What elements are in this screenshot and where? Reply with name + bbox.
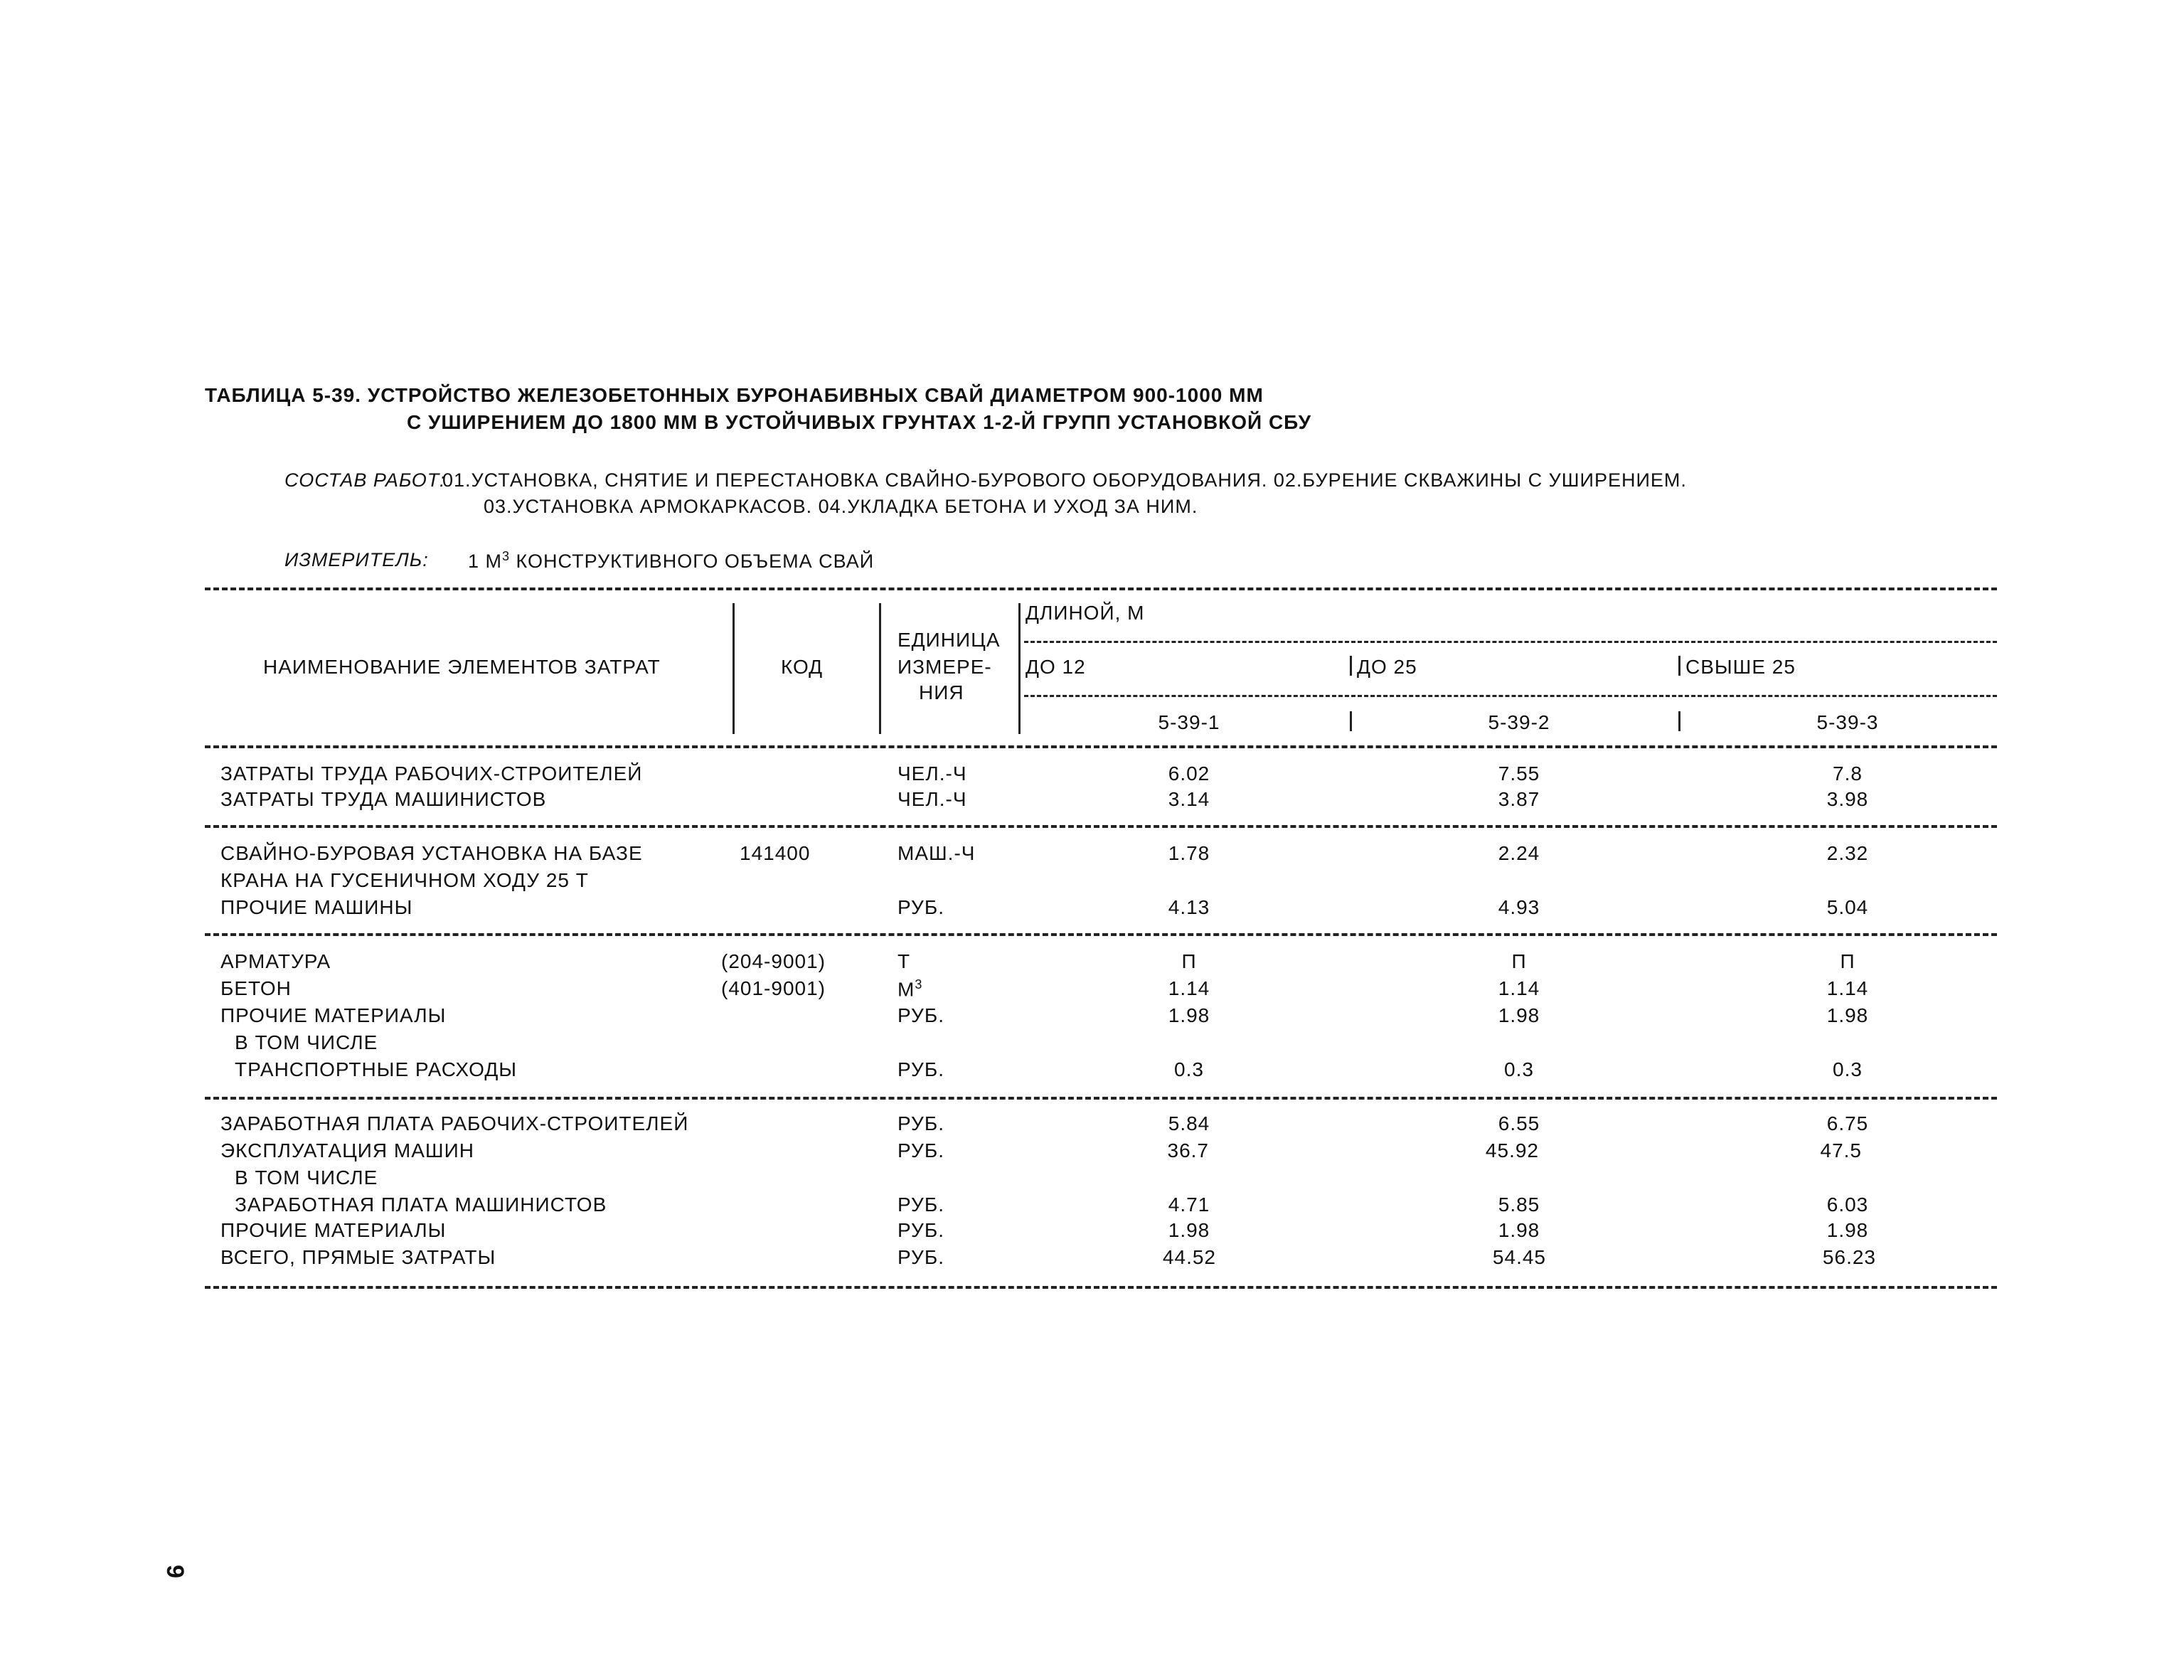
row-value-2: 3.87 (1498, 788, 1540, 810)
rule-top (205, 588, 1997, 590)
rule-2 (205, 933, 1997, 936)
row-unit: Т (897, 950, 911, 972)
row-value-1: 44.52 (1162, 1246, 1216, 1268)
row-value-2: 5.85 (1498, 1193, 1540, 1216)
header-unit-2: ИЗМЕРЕ- (897, 656, 992, 678)
header-group-1: ДО 12 (1026, 656, 1086, 678)
table-title-line2: С УШИРЕНИЕМ ДО 1800 ММ В УСТОЙЧИВЫХ ГРУНТАХ 1-2-Й ГРУПП УСТАНОВКОЙ СБУ (407, 411, 1312, 433)
header-name: НАИМЕНОВАНИЕ ЭЛЕМЕНТОВ ЗАТРАТ (263, 656, 661, 678)
row-value-1: 1.78 (1168, 842, 1210, 864)
row-value-3: 2.32 (1826, 842, 1869, 864)
rule-groups (1024, 695, 1997, 697)
row-unit: РУБ. (897, 896, 945, 918)
vbar-code-left (733, 603, 735, 734)
row-unit: РУБ. (897, 1139, 945, 1161)
row-unit: РУБ. (897, 1004, 945, 1026)
page-number: 9 (161, 1565, 188, 1578)
row-value-2: 45.92 (1485, 1139, 1539, 1161)
row-name: ПРОЧИЕ МАШИНЫ (220, 896, 413, 918)
row-value-2: 6.55 (1498, 1112, 1540, 1134)
row-value-3: 6.03 (1826, 1193, 1869, 1216)
row-value-3: 56.23 (1822, 1246, 1876, 1268)
row-value-2: 1.98 (1498, 1219, 1540, 1241)
row-subheading: В ТОМ ЧИСЛЕ (235, 1166, 378, 1189)
vbar-g3 (1678, 656, 1680, 676)
header-unit-1: ЕДИНИЦА (897, 629, 1001, 651)
row-value-3: П (1840, 950, 1855, 972)
row-value-2: 1.98 (1498, 1004, 1540, 1026)
row-value-3: 7.8 (1833, 762, 1863, 785)
row-code: (204-9001) (721, 950, 826, 972)
row-value-1: 1.98 (1168, 1219, 1210, 1241)
rule-length (1024, 641, 1997, 643)
row-name: ПРОЧИЕ МАТЕРИАЛЫ (220, 1004, 447, 1026)
row-value-1: 5.84 (1168, 1112, 1210, 1134)
work-label: СОСТАВ РАБОТ: (284, 469, 446, 491)
row-value-1: 3.14 (1168, 788, 1210, 810)
rule-header-bottom (205, 745, 1997, 748)
row-name: БЕТОН (220, 977, 292, 999)
vbar-c3 (1678, 711, 1680, 731)
row-name: ЭКСПЛУАТАЦИЯ МАШИН (220, 1139, 474, 1161)
row-value-1: 4.13 (1168, 896, 1210, 918)
row-value-3: 1.98 (1826, 1004, 1869, 1026)
row-unit: РУБ. (897, 1219, 945, 1241)
meter-pre: 1 М (468, 551, 503, 572)
row-value-1: 36.7 (1167, 1139, 1209, 1161)
row-unit-sup: 3 (915, 977, 923, 991)
row-unit-base: М (897, 978, 915, 1001)
row-value-1: 1.14 (1168, 977, 1210, 999)
meter-post: КОНСТРУКТИВНОГО ОБЪЕМА СВАЙ (516, 551, 875, 572)
row-value-3: 5.04 (1826, 896, 1869, 918)
header-code: КОД (781, 656, 824, 678)
row-value-2: 7.55 (1498, 762, 1540, 785)
row-value-1: 1.98 (1168, 1004, 1210, 1026)
row-name: ПРОЧИЕ МАТЕРИАЛЫ (220, 1219, 447, 1241)
vbar-unit-left (879, 603, 881, 734)
work-line1: 01.УСТАНОВКА, СНЯТИЕ И ПЕРЕСТАНОВКА СВАЙНО-БУРОВОГО ОБОРУДОВАНИЯ. 02.БУРЕНИЕ СКВАЖИНЫ С УШИРЕНИЕМ. (442, 469, 1687, 491)
header-length: ДЛИНОЙ, М (1026, 602, 1145, 624)
row-value-1: 6.02 (1168, 762, 1210, 785)
row-name: ЗАТРАТЫ ТРУДА РАБОЧИХ-СТРОИТЕЛЕЙ (220, 762, 643, 785)
header-unit-3: НИЯ (919, 681, 964, 703)
row-value-2: 54.45 (1492, 1246, 1546, 1268)
row-value-2: П (1511, 950, 1527, 972)
header-col-2: 5-39-2 (1488, 711, 1550, 733)
header-group-3: СВЫШЕ 25 (1685, 656, 1796, 678)
row-value-2: 4.93 (1498, 896, 1540, 918)
row-value-3: 6.75 (1826, 1112, 1869, 1134)
header-col-1: 5-39-1 (1158, 711, 1220, 733)
row-name: АРМАТУРА (220, 950, 331, 972)
rule-3 (205, 1097, 1997, 1100)
row-name: СВАЙНО-БУРОВАЯ УСТАНОВКА НА БАЗЕ (220, 842, 643, 864)
row-code: 141400 (740, 842, 811, 864)
row-name: ЗАРАБОТНАЯ ПЛАТА МАШИНИСТОВ (235, 1193, 607, 1216)
row-unit: МАШ.-Ч (897, 842, 976, 864)
row-unit (897, 977, 922, 1001)
row-unit: РУБ. (897, 1246, 945, 1268)
row-name: ЗАРАБОТНАЯ ПЛАТА РАБОЧИХ-СТРОИТЕЛЕЙ (220, 1112, 689, 1134)
row-code: (401-9001) (721, 977, 826, 999)
row-value-2: 1.14 (1498, 977, 1540, 999)
vbar-g2 (1350, 656, 1352, 676)
table-title-line1: ТАБЛИЦА 5-39. УСТРОЙСТВО ЖЕЛЕЗОБЕТОННЫХ БУРОНАБИВНЫХ СВАЙ ДИАМЕТРОМ 900-1000 ММ (205, 384, 1264, 406)
meter-label: ИЗМЕРИТЕЛЬ: (284, 549, 429, 570)
row-subheading: В ТОМ ЧИСЛЕ (235, 1031, 378, 1053)
row-value-3: 0.3 (1833, 1058, 1863, 1080)
meter-value (468, 549, 874, 573)
row-name-cont: КРАНА НА ГУСЕНИЧНОМ ХОДУ 25 Т (220, 869, 589, 891)
row-unit: РУБ. (897, 1058, 945, 1080)
rule-bottom (205, 1286, 1997, 1289)
row-value-1: 4.71 (1168, 1193, 1210, 1216)
vbar-c2 (1350, 711, 1352, 731)
row-value-1: П (1181, 950, 1197, 972)
row-name: ТРАНСПОРТНЫЕ РАСХОДЫ (235, 1058, 518, 1080)
work-line2: 03.УСТАНОВКА АРМОКАРКАСОВ. 04.УКЛАДКА БЕТОНА И УХОД ЗА НИМ. (484, 496, 1198, 517)
row-unit: РУБ. (897, 1112, 945, 1134)
rule-1 (205, 825, 1997, 828)
row-name: ВСЕГО, ПРЯМЫЕ ЗАТРАТЫ (220, 1246, 496, 1268)
row-value-2: 0.3 (1504, 1058, 1534, 1080)
row-unit: ЧЕЛ.-Ч (897, 788, 967, 810)
row-value-3: 1.98 (1826, 1219, 1869, 1241)
row-name: ЗАТРАТЫ ТРУДА МАШИНИСТОВ (220, 788, 547, 810)
row-value-3: 1.14 (1826, 977, 1869, 999)
vbar-values-left (1018, 603, 1021, 734)
row-unit: ЧЕЛ.-Ч (897, 762, 967, 785)
header-col-3: 5-39-3 (1816, 711, 1879, 733)
meter-sup: 3 (502, 549, 511, 563)
row-value-3: 3.98 (1826, 788, 1869, 810)
header-group-2: ДО 25 (1357, 656, 1417, 678)
row-unit: РУБ. (897, 1193, 945, 1216)
row-value-3: 47.5 (1820, 1139, 1862, 1161)
row-value-1: 0.3 (1174, 1058, 1204, 1080)
row-value-2: 2.24 (1498, 842, 1540, 864)
